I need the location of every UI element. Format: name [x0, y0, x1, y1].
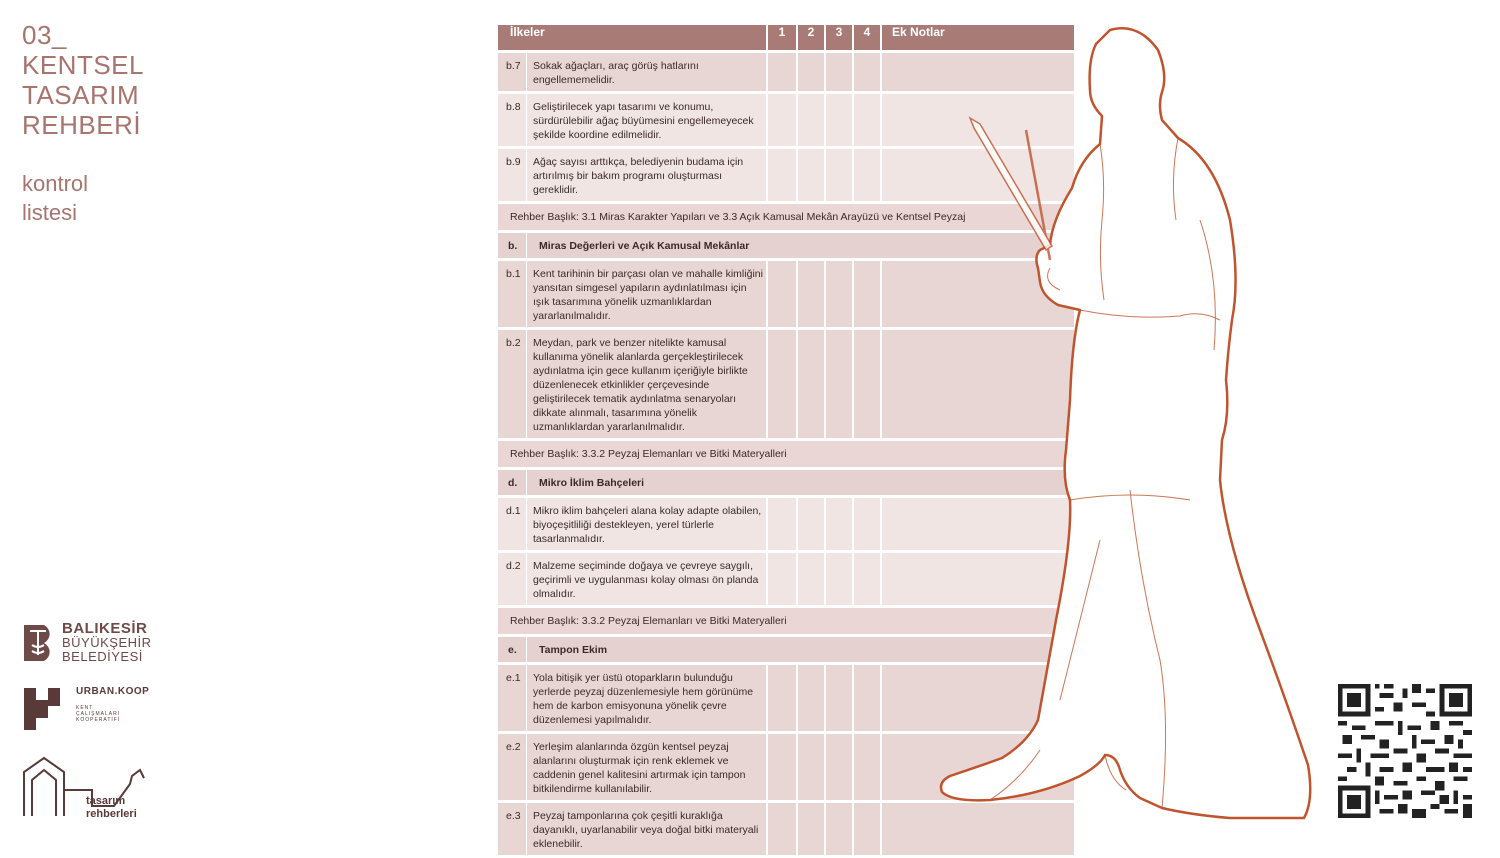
subtitle-line: listesi: [22, 200, 78, 225]
check-cell-4[interactable]: [852, 149, 880, 201]
row-code: d.1: [498, 498, 526, 550]
row-code: e.1: [498, 665, 526, 731]
check-cell-3[interactable]: [824, 330, 852, 438]
balikesir-emblem-icon: [22, 623, 56, 663]
row-code: b.1: [498, 261, 526, 327]
check-cell-1[interactable]: [766, 803, 796, 855]
check-cell-4[interactable]: [852, 665, 880, 731]
title-line: 03_: [22, 20, 67, 50]
urban-koop-logo: [22, 686, 162, 730]
row-code: e.3: [498, 803, 526, 855]
balikesir-logo: [22, 622, 162, 664]
logo-text: KENT: [76, 705, 94, 711]
check-cell-2[interactable]: [796, 53, 824, 91]
row-text: Yerleşim alanlarında özgün kentsel peyzaj alanlarını oluşturmak için renk eklemek ve caddenin genel kalitesini artırmak için tampon bitkilendirme kullanılabilir.: [526, 734, 766, 800]
row-code: b.9: [498, 149, 526, 201]
check-cell-3[interactable]: [824, 149, 852, 201]
check-cell-2[interactable]: [796, 261, 824, 327]
logo-text: KOOPERATİFİ: [76, 717, 121, 723]
section-title: Tampon Ekim: [526, 637, 1074, 662]
walking-man-illustration: [930, 20, 1320, 830]
title-line: TASARIM: [22, 80, 140, 110]
check-cell-4[interactable]: [852, 734, 880, 800]
check-cell-1[interactable]: [766, 261, 796, 327]
logo-text: URBAN.KOOP: [76, 686, 150, 697]
title-line: KENTSEL: [22, 50, 144, 80]
row-text: Peyzaj tamponlarına çok çeşitli kuraklığa dayanıklı, uyarlanabilir veya doğal bitki materyali eklenebilir.: [526, 803, 766, 855]
logo-text: ÇALIŞMALARI: [76, 711, 121, 717]
check-cell-1[interactable]: [766, 94, 796, 146]
row-code: b.2: [498, 330, 526, 438]
check-cell-3[interactable]: [824, 261, 852, 327]
section-code: d.: [498, 470, 526, 495]
row-text: Meydan, park ve benzer nitelikte kamusal kullanıma yönelik alanlarda gerçekleştirilecek aydınlatma için gece kullanım içeriğiyle birlikte düzenlenecek etkinlikler çerçevesinde geliştirilecek tematik aydınlatma senaryoları dikkate alınmalı, tasarımına yönelik uzmanlıklardan yararlanılmalıdır.: [526, 330, 766, 438]
row-text: Yola bitişik yer üstü otoparkların bulunduğu yerlerde peyzaj düzenlemesiyle hem görünüme hem de karbon emisyonuna yönelik çevre düzenlemesi yapılmalıdır.: [526, 665, 766, 731]
page-subtitle: [22, 169, 88, 227]
check-cell-2[interactable]: [796, 553, 824, 605]
column-header-notes: Ek Notlar: [880, 25, 1074, 50]
check-cell-3[interactable]: [824, 734, 852, 800]
page-title: [22, 20, 144, 140]
check-cell-4[interactable]: [852, 553, 880, 605]
guide-reference: Rehber Başlık: 3.3.2 Peyzaj Elemanları ve Bitki Materyalleri: [498, 441, 1074, 467]
qr-code-icon[interactable]: [1338, 684, 1472, 818]
section-title: Mikro İklim Bahçeleri: [526, 470, 1074, 495]
check-cell-4[interactable]: [852, 94, 880, 146]
row-code: b.7: [498, 53, 526, 91]
title-line: REHBERİ: [22, 110, 142, 140]
column-header-4: 4: [852, 25, 880, 50]
row-code: b.8: [498, 94, 526, 146]
check-cell-2[interactable]: [796, 94, 824, 146]
logo-group: [22, 622, 162, 824]
check-cell-1[interactable]: [766, 330, 796, 438]
row-text: Geliştirilecek yapı tasarımı ve konumu, sürdürülebilir ağaç büyümesini engellemeyecek şekilde koordine edilmelidir.: [526, 94, 766, 146]
tasarim-rehberleri-logo: [22, 750, 162, 824]
check-cell-1[interactable]: [766, 734, 796, 800]
check-cell-2[interactable]: [796, 803, 824, 855]
check-cell-4[interactable]: [852, 498, 880, 550]
check-cell-4[interactable]: [852, 330, 880, 438]
row-text: Malzeme seçiminde doğaya ve çevreye saygılı, geçirimli ve uygulanması kolay olması ön planda olmalıdır.: [526, 553, 766, 605]
section-title: Miras Değerleri ve Açık Kamusal Mekânlar: [526, 233, 1074, 258]
column-header-2: 2: [796, 25, 824, 50]
check-cell-1[interactable]: [766, 498, 796, 550]
check-cell-3[interactable]: [824, 553, 852, 605]
check-cell-4[interactable]: [852, 803, 880, 855]
urban-koop-emblem-icon: [22, 686, 62, 730]
row-code: d.2: [498, 553, 526, 605]
logo-text: BALIKESİR: [62, 620, 148, 637]
section-code: b.: [498, 233, 526, 258]
logo-text: BELEDİYESİ: [62, 649, 143, 664]
check-cell-3[interactable]: [824, 498, 852, 550]
check-cell-1[interactable]: [766, 53, 796, 91]
logo-text: rehberleri: [86, 808, 137, 820]
row-text: Sokak ağaçları, araç görüş hatlarını engellememelidir.: [526, 53, 766, 91]
check-cell-3[interactable]: [824, 665, 852, 731]
check-cell-2[interactable]: [796, 149, 824, 201]
check-cell-3[interactable]: [824, 53, 852, 91]
check-cell-4[interactable]: [852, 53, 880, 91]
check-cell-2[interactable]: [796, 498, 824, 550]
column-header-1: 1: [766, 25, 796, 50]
row-text: Kent tarihinin bir parçası olan ve mahalle kimliğini yansıtan simgesel yapıların aydınlatılması için ışık tasarımına yönelik uzmanlıklardan yararlanılmalıdır.: [526, 261, 766, 327]
logo-text: BÜYÜKŞEHİR: [62, 635, 152, 650]
check-cell-2[interactable]: [796, 665, 824, 731]
check-cell-1[interactable]: [766, 149, 796, 201]
guide-reference: Rehber Başlık: 3.1 Miras Karakter Yapıları ve 3.3 Açık Kamusal Mekân Arayüzü ve Kentsel Peyzaj: [498, 204, 1074, 230]
row-text: Mikro iklim bahçeleri alana kolay adapte olabilen, biyoçeşitliliği destekleyen, yerel türlerle tasarlanmalıdır.: [526, 498, 766, 550]
check-cell-1[interactable]: [766, 553, 796, 605]
row-code: e.2: [498, 734, 526, 800]
logo-text: tasarım: [86, 795, 126, 807]
check-cell-2[interactable]: [796, 734, 824, 800]
guide-reference: Rehber Başlık: 3.3.2 Peyzaj Elemanları ve Bitki Materyalleri: [498, 608, 1074, 634]
check-cell-2[interactable]: [796, 330, 824, 438]
check-cell-3[interactable]: [824, 803, 852, 855]
check-cell-3[interactable]: [824, 94, 852, 146]
column-header-principles: İlkeler: [498, 25, 766, 50]
check-cell-4[interactable]: [852, 261, 880, 327]
section-code: e.: [498, 637, 526, 662]
subtitle-line: kontrol: [22, 171, 89, 196]
column-header-3: 3: [824, 25, 852, 50]
check-cell-1[interactable]: [766, 665, 796, 731]
row-text: Ağaç sayısı arttıkça, belediyenin budama için artırılmış bir bakım programı oluşturması gereklidir.: [526, 149, 766, 201]
